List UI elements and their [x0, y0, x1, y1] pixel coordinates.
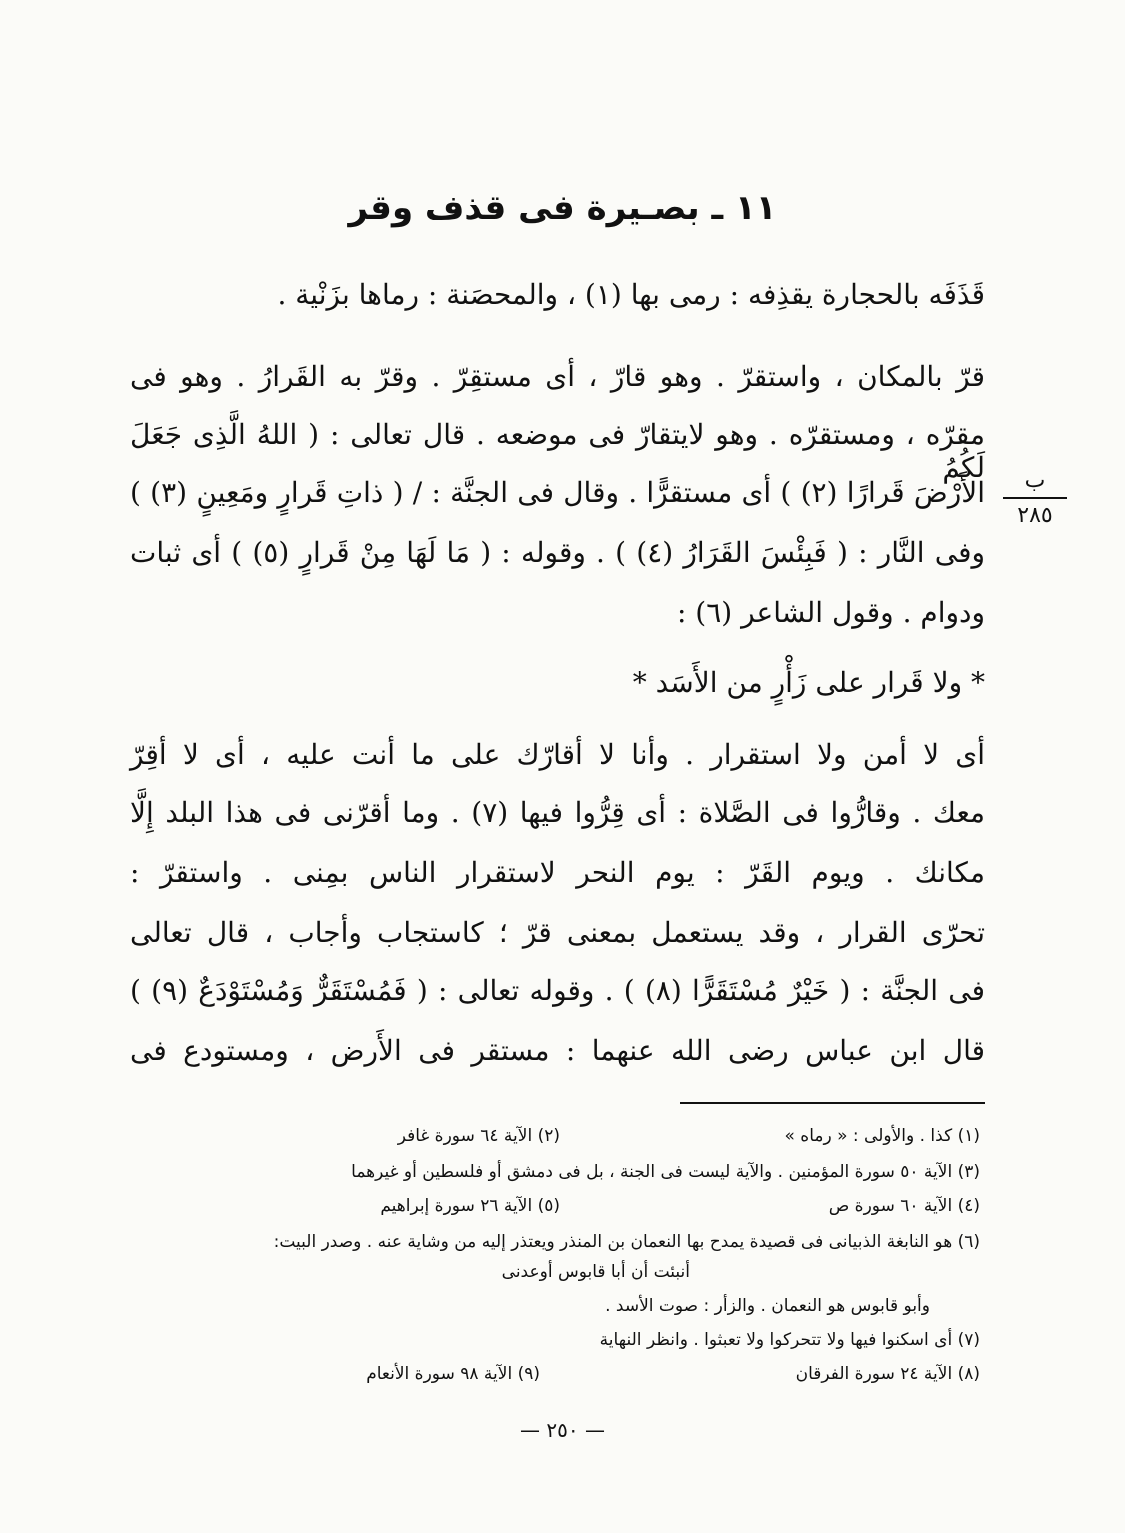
- text-line: تحرّى القرار ، وقد يستعمل بمعنى قرّ ؛ كاستجاب وأجاب ، قال تعالى: [130, 916, 985, 949]
- text-line: قال ابن عباس رضى الله عنهما : مستقر فى الأَرض ، ومستودع فى: [130, 1034, 985, 1067]
- footnote-8: (٨) الآية ٢٤ سورة الفرقان: [795, 1364, 980, 1384]
- text-line: قَذَفَه بالحجارة يقذِفه : رمى بها (١) ، والمحصَنة : رماها بزَنْية .: [277, 278, 985, 311]
- text-line: الأَرْضَ قَرارًا (٢) ) أى مستقرًّا . وقال فى الجنَّة : / ( ذاتِ قَرارٍ ومَعِينٍ (٣) ): [130, 476, 986, 509]
- text-line: أى لا أمن ولا استقرار . وأنا لا أقارّك على ما أنت عليه ، أى لا أقِرّ: [130, 738, 985, 771]
- footnote-2: (٢) الآية ٦٤ سورة غافر: [397, 1126, 560, 1146]
- margin-rule: [1003, 497, 1067, 499]
- text-line: ودوام . وقول الشاعر (٦) :: [676, 596, 985, 629]
- footnote-5: (٥) الآية ٢٦ سورة إبراهيم: [380, 1196, 560, 1216]
- text-line: فى الجنَّة : ( خَيْرٌ مُسْتَقَرًّا (٨) ) . وقوله تعالى : ( فَمُسْتَقَرٌّ وَمُسْتَوْدَعٌ (٩) ): [130, 974, 985, 1007]
- footnote-9: (٩) الآية ٩٨ سورة الأنعام: [366, 1364, 540, 1384]
- margin-page-reference: [995, 468, 1075, 528]
- footnote-6-note: وأبو قابوس هو النعمان . والزأر : صوت الأسد .: [605, 1296, 930, 1316]
- text-line: مكانك . ويوم القَرّ : يوم النحر لاستقرار الناس بمِنى . واستقرّ :: [130, 856, 985, 889]
- footnote-divider: [680, 1102, 985, 1104]
- footnote-3: (٣) الآية ٥٠ سورة المؤمنين . والآية ليست فى الجنة ، بل فى دمشق أو فلسطين أو غيرهما: [351, 1162, 980, 1182]
- text-line: معك . وقارُّوا فى الصَّلاة : أى قِرُّوا فيها (٧) . وما أقرّنى فى هذا البلد إِلَّا: [130, 796, 985, 829]
- footnote-6-verse: أنبئت أن أبا قابوس أوعدنى: [501, 1262, 690, 1282]
- footnote-6: (٦) هو النابغة الذبيانى فى قصيدة يمدح بها النعمان بن المنذر ويعتذر إليه من وشاية عنه . وصدر البيت:: [273, 1232, 980, 1252]
- footnote-1: (١) كذا . والأولى : « رماه »: [784, 1126, 980, 1146]
- margin-letter: ب: [1024, 468, 1046, 493]
- margin-number: ٢٨٥: [1017, 503, 1053, 528]
- text-line: مقرّه ، ومستقرّه . وهو لايتقارّ فى موضعه . قال تعالى : ( اللهُ الَّذِى جَعَلَ لَكُمُ: [130, 418, 985, 484]
- text-line: قرّ بالمكان ، واستقرّ . وهو قارّ ، أى مستقِرّ . وقرّ به القَرارُ . وهو فى: [130, 360, 985, 393]
- page-number: — ٢٥٠ —: [520, 1418, 605, 1442]
- text-line: وفى النَّار : ( فَبِئْسَ القَرَارُ (٤) ) . وقوله : ( مَا لَهَا مِنْ قَرارٍ (٥) ) أى ثبات: [130, 536, 985, 569]
- footnote-4: (٤) الآية ٦٠ سورة ص: [828, 1196, 980, 1216]
- footnote-7: (٧) أى اسكنوا فيها ولا تتحركوا ولا تعبثوا . وانظر النهاية: [599, 1330, 980, 1350]
- verse-line: * ولا قَرار على زَأْرٍ من الأَسَد *: [632, 666, 985, 699]
- section-heading: ١١ ـ بصـيرة فى قذف وقر: [348, 188, 777, 228]
